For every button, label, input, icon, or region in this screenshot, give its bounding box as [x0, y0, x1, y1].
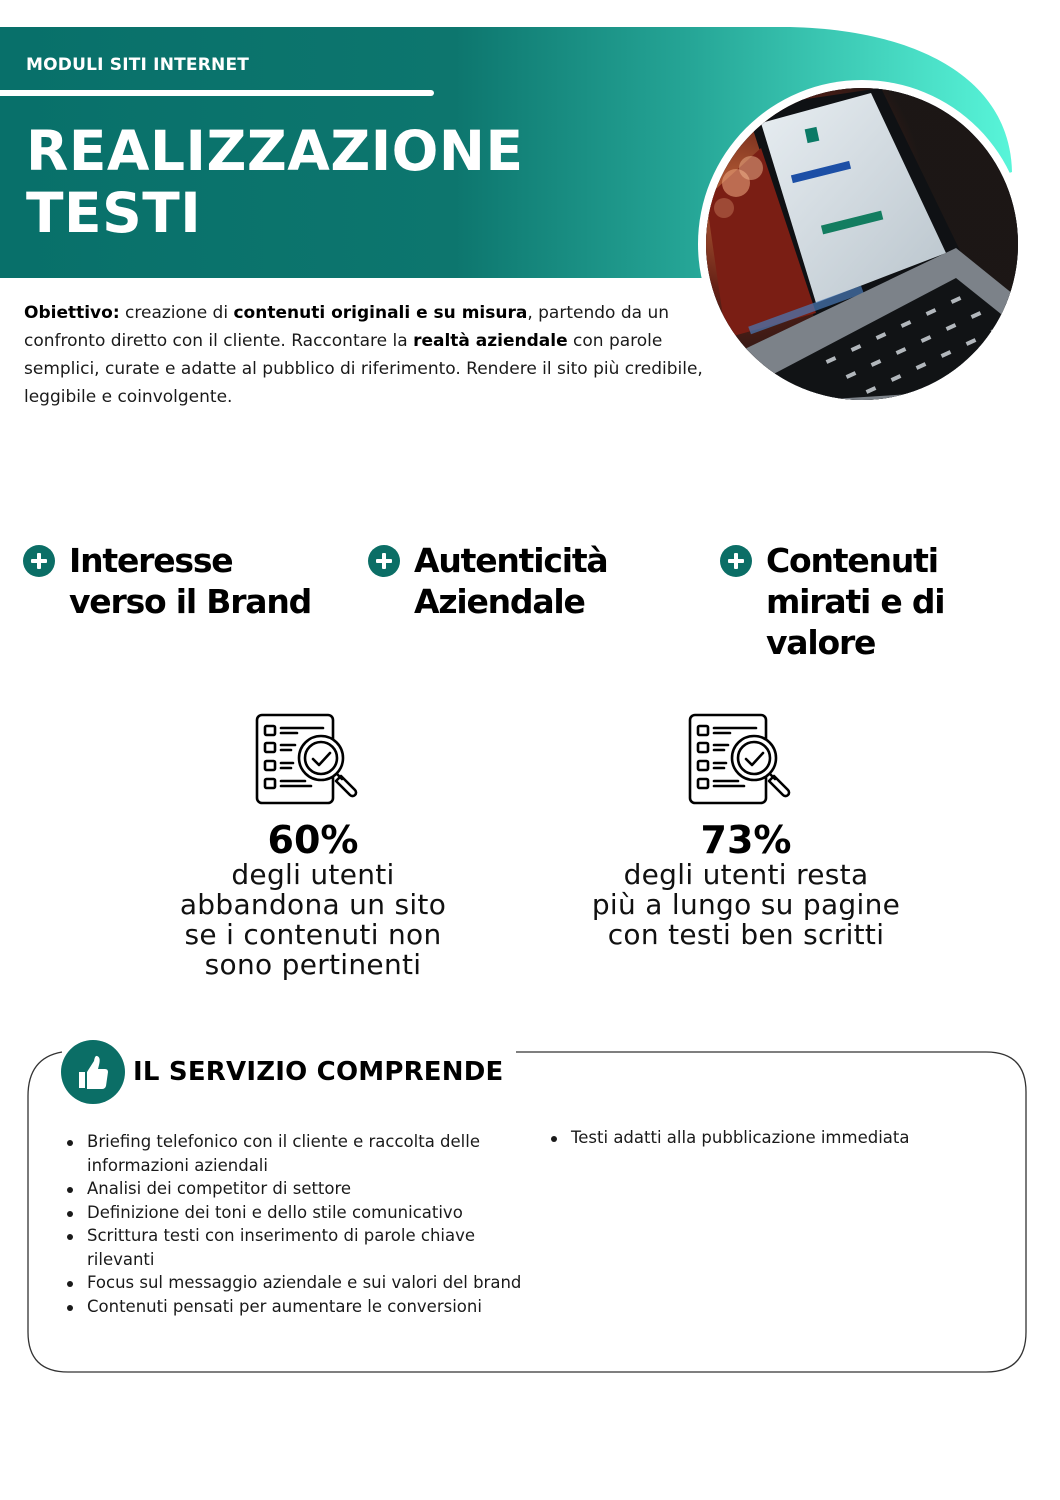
stat-line: con testi ben scritti	[607, 918, 885, 951]
plus-circle-icon	[720, 545, 752, 577]
objective-text-5: con parole semplici, curate e adatte al pubblico di riferimento. Rendere il sito più credibile, leggibile e coinvolgente.	[24, 331, 703, 407]
service-item: Focus sul messaggio aziendale e sui valori del brand	[64, 1271, 524, 1295]
benefit-line: mirati e di	[766, 582, 945, 621]
benefit-line: valore	[766, 623, 876, 662]
benefit-targeted-content	[720, 540, 944, 663]
hero-laptop-photo	[706, 88, 1018, 400]
stat-value: 73%	[700, 818, 792, 862]
objective-paragraph	[24, 299, 704, 411]
stat-description	[566, 860, 926, 950]
page-title-line-2: TESTI	[26, 181, 202, 245]
stat-line: degli utenti	[231, 858, 395, 891]
service-item: Scrittura testi con inserimento di parole chiave rilevanti	[64, 1224, 524, 1271]
checklist-magnifier-icon	[688, 712, 804, 808]
service-title: IL SERVIZIO COMPRENDE	[133, 1057, 504, 1087]
kicker-divider	[0, 90, 434, 96]
stat-line: abbandona un sito	[179, 888, 447, 921]
benefit-label	[766, 540, 944, 663]
service-badge	[61, 1040, 125, 1104]
service-item: Briefing telefonico con il cliente e raccolta delle informazioni aziendali	[64, 1130, 524, 1177]
service-item: Definizione dei toni e dello stile comunicativo	[64, 1201, 524, 1225]
stat-line: più a lungo su pagine	[591, 888, 901, 921]
service-item: Testi adatti alla pubblicazione immediata	[548, 1126, 1008, 1150]
benefit-label	[414, 540, 608, 622]
objective-text-1: creazione di	[119, 303, 234, 323]
benefit-brand-interest	[23, 540, 311, 622]
stat-line: degli utenti resta	[623, 858, 869, 891]
benefit-line: Aziendale	[414, 582, 585, 621]
benefit-line: verso il Brand	[69, 582, 312, 621]
objective-text-4: realtà aziendale	[413, 331, 568, 351]
checklist-magnifier-icon	[255, 712, 371, 808]
benefit-line: Autenticità	[414, 541, 608, 580]
stat-value: 60%	[267, 818, 359, 862]
stat-retention	[566, 712, 926, 950]
stat-abandon	[133, 712, 493, 980]
thumbs-up-icon	[61, 1040, 125, 1104]
plus-circle-icon	[368, 545, 400, 577]
page-title-line-1: REALIZZAZIONE	[26, 119, 524, 183]
benefit-authenticity	[368, 540, 608, 622]
stat-line: se i contenuti non	[184, 918, 442, 951]
service-item: Analisi dei competitor di settore	[64, 1177, 524, 1201]
stat-description	[133, 860, 493, 980]
stat-line: sono pertinenti	[204, 948, 422, 981]
service-item: Contenuti pensati per aumentare le conversioni	[64, 1295, 524, 1319]
objective-label: Obiettivo:	[24, 303, 120, 323]
benefit-line: Contenuti	[766, 541, 938, 580]
plus-circle-icon	[23, 545, 55, 577]
laptop-photo-illustration	[706, 88, 1018, 400]
benefit-line: Interesse	[69, 541, 233, 580]
section-kicker: MODULI SITI INTERNET	[26, 55, 250, 75]
service-list-right	[548, 1126, 1008, 1150]
objective-text-2: contenuti originali e su misura	[233, 303, 528, 323]
service-list-left	[64, 1130, 524, 1318]
objective-text-3: , partendo da un confronto diretto con il cliente. Raccontare la	[24, 303, 669, 351]
page-title	[26, 120, 524, 244]
benefit-label	[69, 540, 311, 622]
